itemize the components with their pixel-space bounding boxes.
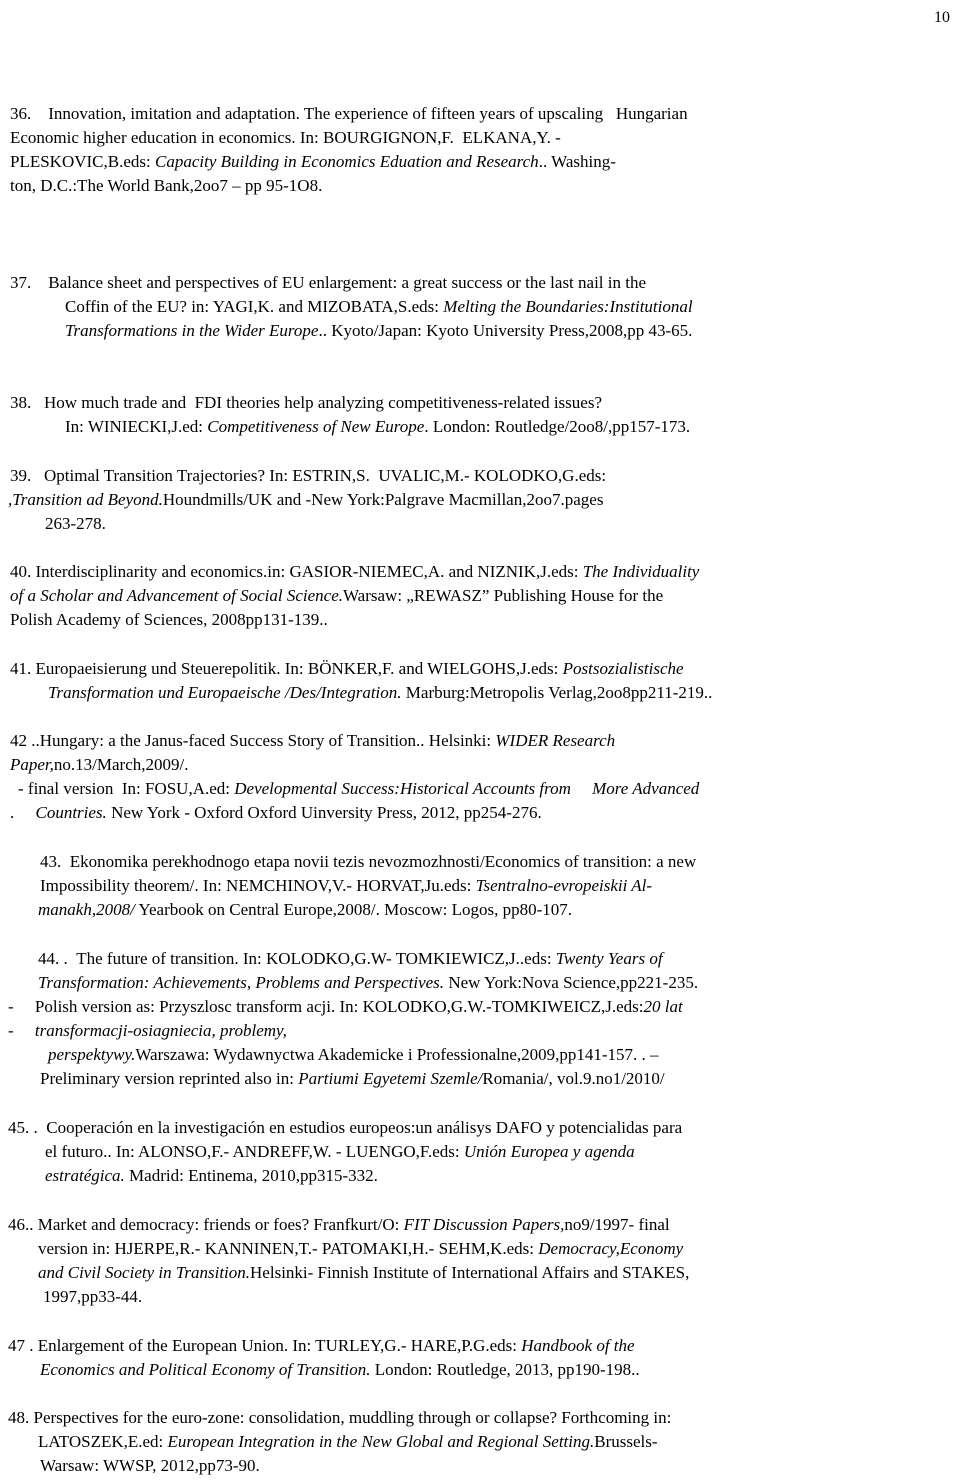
text-segment: 1997,pp33-44. <box>43 1287 143 1306</box>
text-segment: Transformation: Achievements, Problems and Perspectives. <box>38 973 445 992</box>
text-segment: 263-278. <box>45 514 106 533</box>
text-segment: transformacji-osiagniecia, problemy, <box>34 1021 287 1040</box>
text-line <box>38 898 572 922</box>
text-segment: Capacity Building in Economics Eduation and Research <box>154 152 539 171</box>
text-segment: Marburg:Metropolis Verlag,2oo8pp211-219.. <box>401 683 713 702</box>
text-segment: Polish Academy of Sciences, 2008pp131-139.. <box>10 610 328 629</box>
text-segment: no9/1997- final <box>564 1215 670 1234</box>
text-line <box>10 657 684 681</box>
text-segment: New York - Oxford Oxford Uinversity Press, 2012, pp254-276. <box>106 803 542 822</box>
text-segment: .. Washing- <box>538 152 616 171</box>
text-segment: 41. Europaeisierung und Steuerepolitik. In: BÖNKER,F. and WIELGOHS,J.eds: <box>10 659 563 678</box>
text-segment: 37. Balance sheet and perspectives of EU enlargement: a great success or the last nail in the <box>10 273 647 292</box>
text-line <box>18 777 699 801</box>
text-segment: European Integration in the New Global and Regional Setting. <box>167 1432 595 1451</box>
text-segment: Countries. <box>35 803 107 822</box>
text-line <box>65 319 692 343</box>
text-segment: New York:Nova Science,pp221-235. <box>444 973 699 992</box>
text-line <box>10 271 646 295</box>
text-line <box>10 729 615 753</box>
text-segment: 47 . Enlargement of the European Union. In: TURLEY,G.- HARE,P.G.eds: <box>8 1336 522 1355</box>
text-line <box>45 1140 635 1164</box>
text-segment: ,Transition ad Beyond. <box>8 490 163 509</box>
text-line <box>8 1213 670 1237</box>
text-segment: Madrid: Entinema, 2010,pp315-332. <box>124 1166 378 1185</box>
text-line <box>10 753 189 777</box>
text-segment: Melting the Boundaries:Institutional <box>443 297 693 316</box>
text-segment: 43. Ekonomika perekhodnogo etapa novii tezis nevozmozhnosti/Economics of transition: a new <box>40 852 697 871</box>
text-segment: Transformation und Europaeische /Des/Integration. <box>48 683 402 702</box>
text-segment: version in: HJERPE,R.- KANNINEN,T.- PATOMAKI,H.- SEHM,K.eds: <box>38 1239 539 1258</box>
text-line <box>10 560 699 584</box>
text-line <box>10 102 688 126</box>
text-segment: Romania/, vol.9.no1/2010/ <box>482 1069 665 1088</box>
text-segment: Twenty Years of <box>555 949 663 968</box>
text-segment: WIDER Research <box>495 731 616 750</box>
text-segment: Impossibility theorem/. In: NEMCHINOV,V.- HORVAT,Ju.eds: <box>40 876 476 895</box>
text-segment: Helsinki- Finnish Institute of International Affairs and STAKES, <box>250 1263 690 1282</box>
text-line <box>10 464 606 488</box>
text-segment: el futuro.. In: ALONSO,F.- ANDREFF,W. - LUENGO,F.eds: <box>45 1142 464 1161</box>
text-segment: 48. Perspectives for the euro-zone: consolidation, muddling through or collapse? Forthcoming in: <box>8 1408 672 1427</box>
text-segment: Transformations in the Wider Europe <box>65 321 319 340</box>
text-segment: .. Kyoto/Japan: Kyoto University Press,2008,pp 43-65. <box>318 321 693 340</box>
text-line <box>10 584 663 608</box>
text-line <box>10 608 328 632</box>
text-segment: of a Scholar and Advancement of Social Science. <box>10 586 343 605</box>
text-line <box>38 1261 689 1285</box>
text-segment: 45. . Cooperación en la investigación en estudios europeos:un análisys DAFO y potencialidas para <box>8 1118 683 1137</box>
text-line <box>8 1019 287 1043</box>
page-number: 10 <box>934 9 950 26</box>
text-segment: ton, D.C.:The World Bank,2oo7 – pp 95-1O8. <box>10 176 323 195</box>
text-segment: Tsentralno-evropeiskii Al- <box>475 876 653 895</box>
text-segment: Unión Europea y agenda <box>463 1142 635 1161</box>
text-segment: - Polish version as: Przyszlosc transform acji. In: KOLODKO,G.W.-TOMKIWEICZ,J.eds: <box>8 997 644 1016</box>
text-segment: 36. Innovation, imitation and adaptation. The experience of fifteen years of upscaling Hungarian <box>10 104 688 123</box>
text-segment: 44. . The future of transition. In: KOLODKO,G.W- TOMKIEWICZ,J..eds: <box>38 949 556 968</box>
text-line <box>8 1334 635 1358</box>
text-segment: . <box>10 803 36 822</box>
text-segment: Houndmills/UK and -New York:Palgrave Macmillan,2oo7.pages <box>162 490 604 509</box>
text-line <box>43 1285 142 1309</box>
text-line <box>10 801 542 825</box>
text-line <box>65 415 690 439</box>
text-line <box>8 1406 671 1430</box>
text-segment: manakh,2008/ <box>38 900 135 919</box>
text-segment: Brussels- <box>594 1432 658 1451</box>
text-segment: perspektywy. <box>48 1045 136 1064</box>
text-line <box>8 488 603 512</box>
text-line <box>45 512 106 536</box>
text-segment: Preliminary version reprinted also in: <box>40 1069 299 1088</box>
text-segment: London: Routledge, 2013, pp190-198.. <box>370 1360 640 1379</box>
text-line <box>8 1116 682 1140</box>
text-segment: Economics and Political Economy of Transition. <box>40 1360 371 1379</box>
text-segment: - <box>8 1021 35 1040</box>
text-segment: no.13/March,2009/. <box>53 755 189 774</box>
text-segment: LATOSZEK,E.ed: <box>38 1432 168 1451</box>
text-segment: In: WINIECKI,J.ed: <box>65 417 208 436</box>
text-segment: Yearbook on Central Europe,2008/. Moscow: Logos, pp80-107. <box>134 900 573 919</box>
text-segment: Paper, <box>10 755 54 774</box>
text-segment: Economic higher education in economics. In: BOURGIGNON,F. ELKANA,Y. - <box>10 128 561 147</box>
text-line <box>45 1164 378 1188</box>
text-segment: Warsaw: WWSP, 2012,pp73-90. <box>40 1456 260 1475</box>
text-line <box>48 681 712 705</box>
text-line <box>38 947 663 971</box>
text-line <box>40 1454 260 1478</box>
text-segment: 40. Interdisciplinarity and economics.in: GASIOR-NIEMEC,A. and NIZNIK,J.eds: <box>10 562 583 581</box>
text-segment: FIT Discussion Papers, <box>403 1215 565 1234</box>
text-line <box>40 874 652 898</box>
text-segment: estratégica. <box>45 1166 125 1185</box>
text-line <box>10 150 616 174</box>
text-segment: - final version In: FOSU,A.ed: <box>18 779 235 798</box>
text-line <box>65 295 693 319</box>
text-segment: Competitiveness of New Europe <box>207 417 425 436</box>
text-line <box>38 1237 683 1261</box>
text-segment: Warsaw: „REWASZ” Publishing House for the <box>343 586 664 605</box>
text-segment: Coffin of the EU? in: YAGI,K. and MIZOBATA,S.eds: <box>65 297 444 316</box>
text-line <box>10 174 322 198</box>
text-line <box>40 850 696 874</box>
text-segment: Partiumi Egyetemi Szemle/ <box>298 1069 483 1088</box>
text-line <box>38 971 698 995</box>
text-segment: Democracy,Economy <box>538 1239 684 1258</box>
text-segment: . London: Routledge/2oo8/,pp157-173. <box>424 417 691 436</box>
text-segment: Postsozialistische <box>562 659 684 678</box>
text-segment: and Civil Society in Transition. <box>38 1263 251 1282</box>
text-line <box>48 1043 659 1067</box>
text-segment: The Individuality <box>582 562 700 581</box>
text-line <box>38 1430 658 1454</box>
text-segment: 20 lat <box>643 997 683 1016</box>
text-segment: 46.. Market and democracy: friends or foes? Franfkurt/O: <box>8 1215 404 1234</box>
text-segment: Handbook of the <box>521 1336 635 1355</box>
text-segment: PLESKOVIC,B.eds: <box>10 152 155 171</box>
text-segment: Warszawa: Wydawnyctwa Akademicke i Professionalne,2009,pp141-157. . – <box>135 1045 659 1064</box>
text-segment: 39. Optimal Transition Trajectories? In: ESTRIN,S. UVALIC,M.- KOLODKO,G.eds: <box>10 466 607 485</box>
text-line <box>40 1358 640 1382</box>
text-segment: 38. How much trade and FDI theories help analyzing competitiveness-related issues? <box>10 393 602 412</box>
text-line <box>40 1067 665 1091</box>
text-segment: Developmental Success:Historical Accounts from More Advanced <box>234 779 700 798</box>
text-line <box>8 995 683 1019</box>
text-line <box>10 391 602 415</box>
text-segment: 42 ..Hungary: a the Janus-faced Success Story of Transition.. Helsinki: <box>10 731 496 750</box>
text-line <box>10 126 561 150</box>
